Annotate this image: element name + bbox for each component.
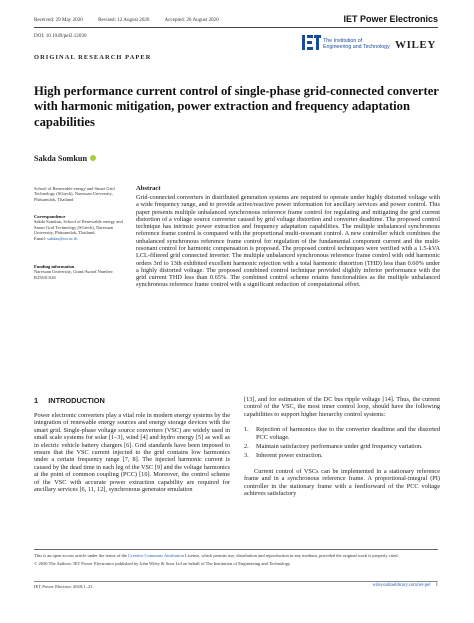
abstract-heading: Abstract (136, 185, 161, 192)
abstract-body: Grid-connected converters in distributed generation systems are required to operate under highly distorted voltage with a wide frequency range, and to provide active/reactive power information for ancillary services and power control. This paper presents multiple unbalanced synchronous reference frame control for regulating and mitigating the grid current distortion of a voltage source converter caused by grid voltage distortion and converter deadtime. The proposed control technique has intrinsic power extraction and frequency adaptation capabilities. The multiple unbalanced synchronous reference frame control is compared with the proportional multi-resonant control. A new controller which combines the unbalanced synchronous reference frame control for regulation of the fundamental component current and the multi-resonant control for harmonic compensation is proposed. The proposed control techniques were verified with a 1.5-kVA LCL-filtered grid connected inverter. The multiple unbalanced synchronous reference frame control with odd harmonic orders 3rd to 13th exhibited excellent harmonic rejection with a total harmonic distortion (THD) less than 0.60% under a highly distorted voltage. The proposed combined control technique provided slightly inferior performance with the grid current THD less than 0.65%. The combined control scheme retains functionalities as the multiple unbalanced synchronous reference frame control with a significant reduction of computational effort. (136, 194, 440, 289)
intro-column-right (244, 396, 440, 497)
citation: IET Power Electron. 2020;1–21. (34, 584, 94, 589)
correspondence (34, 214, 129, 241)
iet-name (323, 38, 390, 50)
capability-list (244, 426, 440, 460)
email-label: Email: (34, 235, 48, 241)
orcid-icon[interactable] (90, 155, 96, 161)
paper-title: High performance current control of single-phase grid-connected converter with harmonic mitigation, power extraction and frequency adaptation capabilities (34, 84, 439, 129)
doi[interactable]: DOI: 10.1049/pel2.12030 (34, 33, 87, 39)
list-item (244, 452, 440, 459)
copyright: © 2020 The Authors. IET Power Electronics published by John Wiley & Sons Ltd on behalf of The Institution of Engineering and Technology (34, 560, 291, 566)
journal-name: IET Power Electronics (343, 14, 438, 24)
correspondence-text: Sakda Somkun, School of Renewable energy and Smart Grid Technology (SGtech), Naresuan University, Phitsanulok, Thailand. (34, 219, 123, 236)
correspondence-heading: Correspondence (34, 214, 66, 219)
funding-heading: Funding information (34, 264, 75, 269)
list-text: Maintain satisfactory performance under grid frequency variation. (256, 443, 423, 451)
footer-right (372, 583, 438, 588)
email-line (34, 236, 129, 241)
funding (34, 264, 129, 280)
article-dates (34, 17, 233, 23)
list-text: Rejection of harmonics due to the converter deadtime and the distorted PCC voltage. (256, 426, 440, 441)
footer-divider (34, 581, 438, 582)
iet-logo-icon (302, 35, 321, 50)
received-date: Received: 29 May 2020 (34, 17, 83, 23)
list-number: 1. (244, 426, 249, 434)
section-heading (34, 396, 105, 405)
list-text: Inherent power extraction. (256, 452, 323, 460)
article-type: ORIGINAL RESEARCH PAPER (34, 54, 152, 61)
license-post: License, which permits use, distribution and reproduction in any medium, provided the original work is properly cited. (183, 553, 399, 558)
page-number: 1 (435, 583, 438, 588)
iet-name-line1: The Institution of (323, 38, 363, 44)
list-number: 3. (244, 452, 249, 460)
section-number: 1 (34, 396, 39, 405)
license-note (34, 553, 438, 566)
email-link[interactable]: sakdas@nu.ac.th (47, 235, 78, 241)
author-line (34, 154, 96, 163)
list-item (244, 426, 440, 441)
list-number: 2. (244, 443, 249, 451)
footnote-divider (34, 549, 438, 550)
abstract (136, 185, 440, 289)
license-text (34, 553, 438, 559)
publisher-logo: WILEY (395, 39, 436, 51)
iet-name-line2: Engineering and Technology (323, 44, 390, 51)
license-pre: This is an open access article under the terms of the (34, 553, 129, 558)
author-name[interactable]: Sakda Somkun (34, 154, 88, 163)
journal-url[interactable]: wileyonlinelibrary.com/iet-pel (372, 583, 431, 588)
intro-paragraph-2: Current control of VSCs can be implemented in a stationary reference frame and in a synchronous reference frame. A proportional-integral (PI) controller in the stationary frame with a feedforward of the PCC voltage achieves satisfactory (244, 467, 440, 498)
revised-date: Revised: 12 August 2020 (98, 17, 150, 23)
affiliation: School of Renewable energy and Smart Grid Technology (SGtech), Naresuan University, Phitsanulok, Thailand (34, 186, 115, 202)
license-link[interactable]: Creative Commons Attribution (128, 553, 184, 558)
accepted-date: Accepted: 26 August 2020 (164, 17, 219, 23)
header-divider (34, 27, 438, 28)
section-title: INTRODUCTION (48, 396, 105, 405)
intro-paragraph: [13], and for estimation of the DC bus ripple voltage [14]. Thus, the current control of the VSC, the most inner control loop, should have the following capabilities to support higher hierarchy control systems: (244, 396, 440, 418)
funding-text: Naresuan University, Grant/Award Number: R2563C026 (34, 269, 114, 280)
intro-column-left: Power electronic converters play a vital role in modern energy systems by the integration of renewable energy sources and energy storage devices with the smart grid. Single-phase voltage source converters (VSC) are widely used in small scale systems for solar [1–3], wind [4] and hydro energy [5] as well as in electric vehicle battery chargers [6]. Grid standards have been imposed to ensure that the VSC current injected to the grid contains low harmonics under a certain frequency range [7, 8]. The injected harmonic current is caused by the dead time in each leg of the VSC [9] and the voltage harmonics at the point of common coupling (PCC) [10]. Moreover, the control scheme of the VSC with accurate power extraction capability are required for ancillary services [6, 11, 12], synchronous generator emulation (34, 412, 230, 494)
list-item (244, 443, 440, 450)
